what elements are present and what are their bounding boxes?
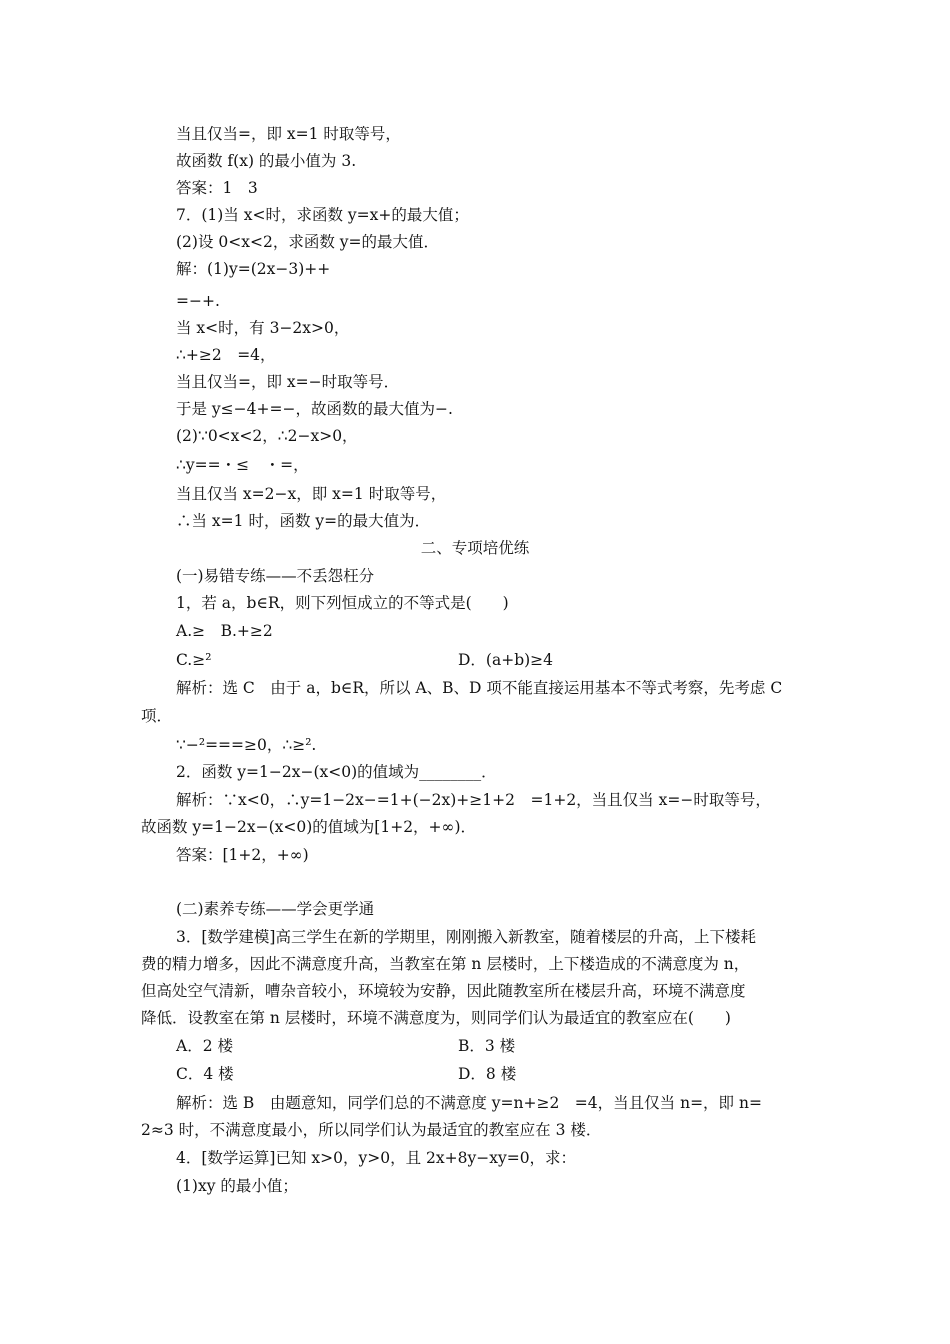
text-line: 项．: [141, 707, 173, 725]
question-text: 3．[数学建模]高三学生在新的学期里，刚刚搬入新教室，随着楼层的升高，上下楼耗: [176, 928, 756, 946]
text-line: 解析：∵x<0，∴y=1−2x−=1+(−2x)+≥1+2 =1+2，当且仅当 x=−时取等号，: [176, 791, 771, 809]
option-line: A.≥ B.+≥2: [176, 622, 273, 640]
question-text: 2．函数 y=1−2x−(x<0)的值域为________．: [176, 763, 497, 781]
subsection-heading: (二)素养专练——学会更学通: [176, 900, 375, 918]
question-text: 费的精力增多，因此不满意度升高，当教室在第 n 层楼时，上下楼造成的不满意度为 n，: [141, 955, 750, 973]
text-line: 2≈3 时，不满意度最小，所以同学们认为最适宜的教室应在 3 楼．: [141, 1121, 602, 1139]
text-line: =−+.: [176, 292, 220, 310]
option-d: D．8 楼: [458, 1065, 517, 1083]
option-c: C.≥²: [176, 651, 212, 669]
option-b: B．3 楼: [458, 1037, 516, 1055]
text-line: 7．(1)当 x<时，求函数 y=x+的最大值；: [176, 206, 469, 224]
text-line: 解析：选 B 由题意知，同学们总的不满意度 y=n+≥2 =4，当且仅当 n=，即 n=: [176, 1094, 762, 1112]
text-line: (2)∵0<x<2，∴2−x>0，: [176, 427, 358, 445]
section-heading: 二、专项培优练: [420, 539, 530, 557]
text-line: 当且仅当=，即 x=−时取等号．: [176, 373, 400, 391]
text-line: 解：(1)y=(2x−3)++: [176, 260, 331, 278]
text-line: ∵−²===≥0，∴≥².: [176, 736, 317, 754]
question-text: 但高处空气清新，嘈杂音较小，环境较为安静，因此随教室所在楼层升高，环境不满意度: [141, 982, 746, 1000]
option-c: C．4 楼: [176, 1065, 234, 1083]
text-line: 故函数 y=1−2x−(x<0)的值域为[1+2，+∞)．: [141, 818, 476, 836]
text-line: 当且仅当=，即 x=1 时取等号，: [176, 125, 401, 143]
question-text: 1，若 a，b∈R，则下列恒成立的不等式是( ): [176, 594, 509, 612]
text-line: 于是 y≤−4+=−，故函数的最大值为−.: [176, 400, 453, 418]
text-line: ∴+≥2 =4，: [176, 346, 276, 364]
question-text: 4．[数学运算]已知 x>0，y>0，且 2x+8y−xy=0，求：: [176, 1149, 577, 1167]
text-line: 当且仅当 x=2−x，即 x=1 时取等号，: [176, 485, 447, 503]
answer-line: 答案：[1+2，+∞): [176, 846, 309, 864]
text-line: ∴当 x=1 时，函数 y=的最大值为．: [176, 512, 431, 530]
subsection-heading: (一)易错专练——不丢怨枉分: [176, 567, 375, 585]
text-line: 故函数 f(x) 的最小值为 3.: [176, 152, 357, 170]
option-d: D．(a+b)≥4: [458, 651, 554, 669]
text-line: (2)设 0<x<2，求函数 y=的最大值．: [176, 233, 439, 251]
question-text: (1)xy 的最小值；: [176, 1177, 298, 1195]
text-line: 解析：选 C 由于 a，b∈R，所以 A、B、D 项不能直接运用基本不等式考察，先考虑 C: [176, 679, 783, 697]
question-text: 降低．设教室在第 n 层楼时，环境不满意度为，则同学们认为最适宜的教室应在( ): [141, 1009, 731, 1027]
text-line: 答案：1 3: [176, 179, 258, 197]
text-line: ∴y==・≤ ・=，: [176, 456, 309, 474]
option-a: A．2 楼: [176, 1037, 233, 1055]
text-line: 当 x<时，有 3−2x>0，: [176, 319, 350, 337]
